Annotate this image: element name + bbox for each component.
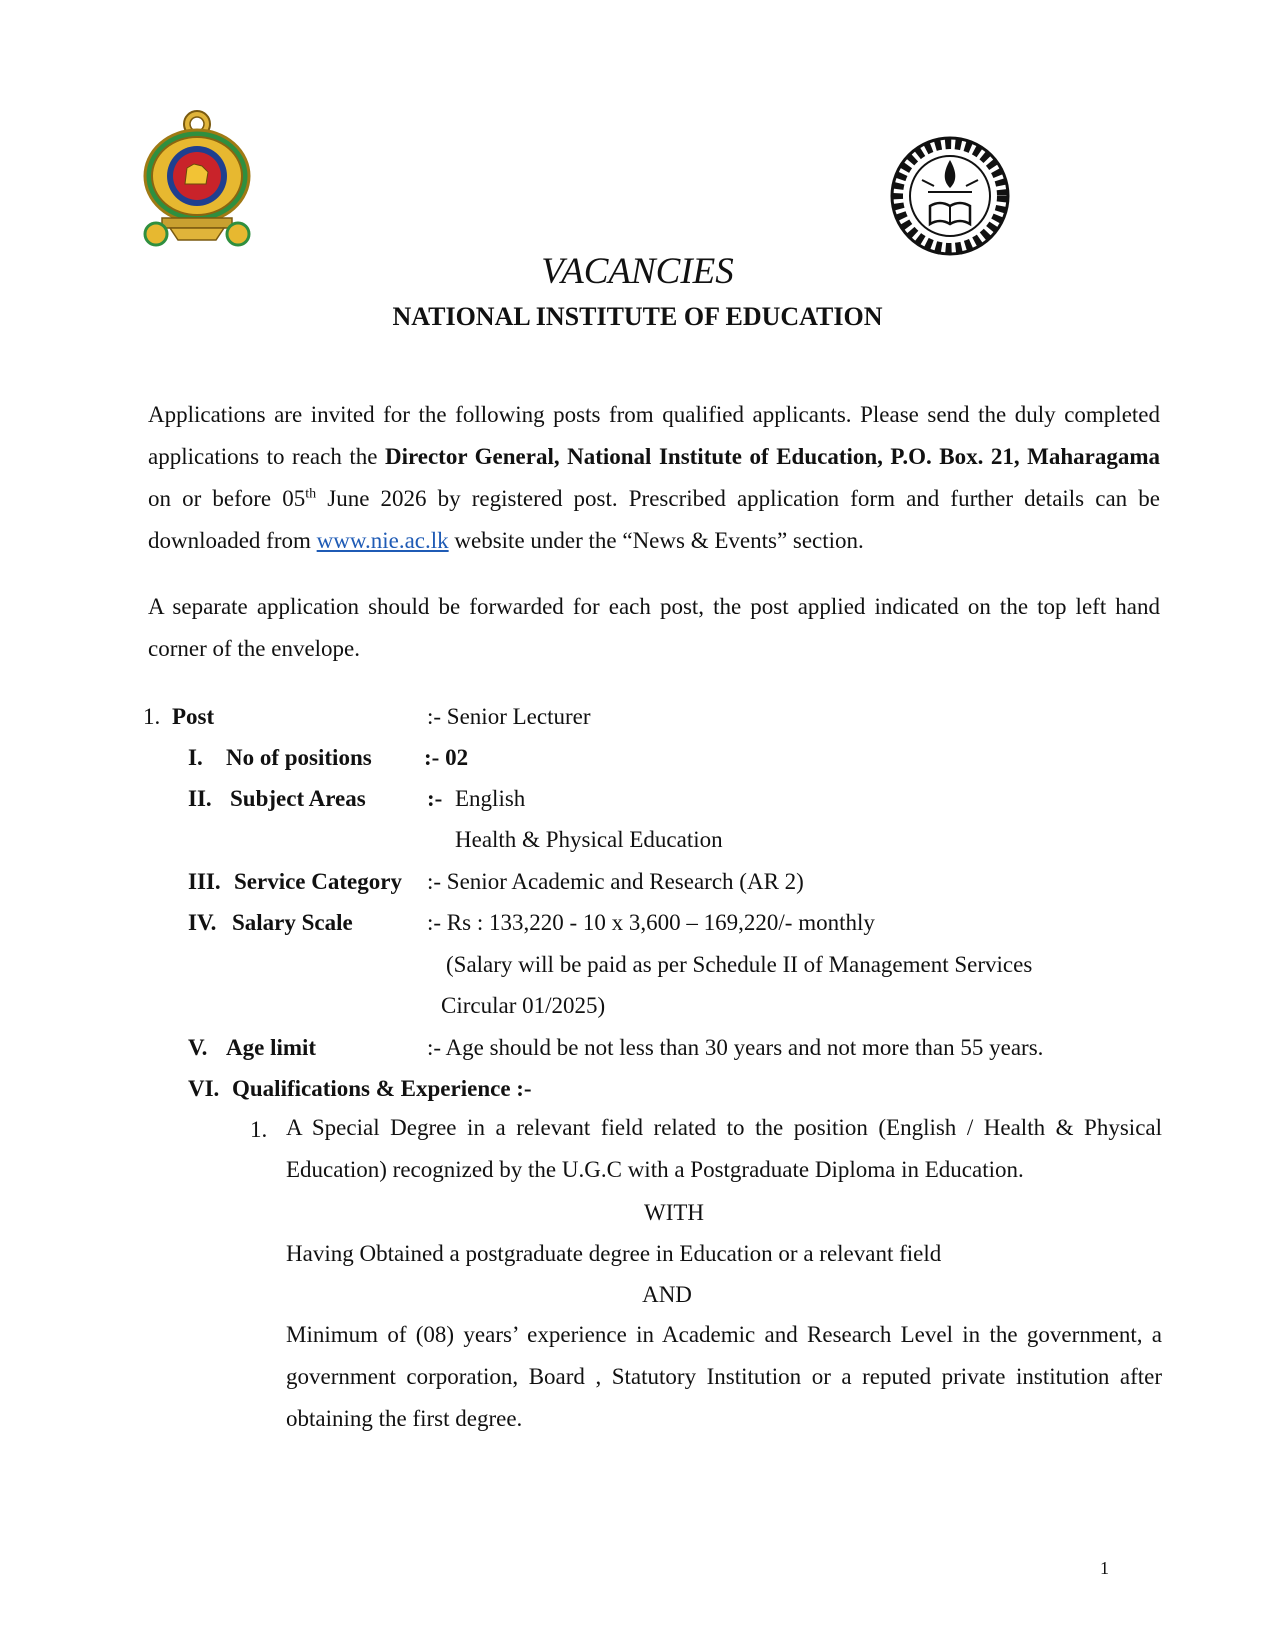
subject-english: English [455,786,526,811]
service-value: :- Senior Academic and Research (AR 2) [427,869,804,894]
qualification-experience: Minimum of (08) years’ experience in Academic and Research Level in the government, a government corporation, Board , Statutory Institution or a reputed private institution after obtaining the first degree. [286,1322,1162,1431]
service-number: III. [188,869,221,894]
intro-superscript: th [305,486,317,502]
with-divider: WITH [643,1200,705,1225]
salary-value: :- Rs : 133,220 - 10 x 3,600 – 169,220/- monthly [427,910,875,935]
positions-value: :- 02 [424,745,469,770]
intro-text-3: June 2026 by registered post. Prescribed application form and further details can be downloaded from [148,486,1160,553]
post-value: :- Senior Lecturer [427,704,591,729]
sri-lanka-emblem-logo [142,106,252,250]
page-number: 1 [1100,1558,1109,1578]
subjects-separator: :- [427,786,443,811]
intro-paragraph [148,394,1160,562]
salary-note-line-2: Circular 01/2025) [441,993,606,1018]
intro-text-1: Applications are invited for the following posts from qualified applicants. Please send the duly completed applications to reach the [148,402,1160,469]
page-title: VACANCIES [541,251,734,292]
age-label: Age limit [226,1035,317,1060]
qualification-postgrad: Having Obtained a postgraduate degree in Education or a relevant field [286,1241,942,1266]
intro-address: Director General, National Institute of Education, P.O. Box. 21, Maharagama [384,444,1160,469]
salary-note-line-1: (Salary will be paid as per Schedule II of Management Services [446,952,1033,977]
separate-application-paragraph: A separate application should be forwarded for each post, the post applied indicated on the top left hand corner of the envelope. [148,594,1160,661]
positions-number: I. [188,745,203,770]
post-number: 1. [143,704,161,729]
qualification-item-text: A Special Degree in a relevant field related to the position (English / Health & Physical Education) recognized by the U.G.C with a Postgraduate Diploma in Education. [286,1115,1162,1182]
subjects-label: Subject Areas [230,786,366,811]
salary-label: Salary Scale [232,910,353,935]
service-label: Service Category [234,869,402,894]
positions-label: No of positions [226,745,372,770]
subject-health-pe: Health & Physical Education [455,827,723,852]
and-divider: AND [642,1282,692,1307]
qualifications-number: VI. [188,1076,220,1101]
subjects-number: II. [188,786,212,811]
page-subtitle: NATIONAL INSTITUTE OF EDUCATION [392,302,883,331]
intro-text-4: website under the “News & Events” section. [448,528,864,553]
salary-number: IV. [188,910,217,935]
nie-logo [888,136,1012,256]
qualifications-label: Qualifications & Experience :- [232,1076,532,1101]
age-number: V. [188,1035,208,1060]
qualification-item-number: 1. [250,1117,268,1142]
age-value: :- Age should be not less than 30 years and not more than 55 years. [427,1035,1044,1060]
intro-text-2: on or before 05 [148,486,306,511]
website-link[interactable]: www.nie.ac.lk [316,528,449,553]
post-label: Post [172,704,215,729]
